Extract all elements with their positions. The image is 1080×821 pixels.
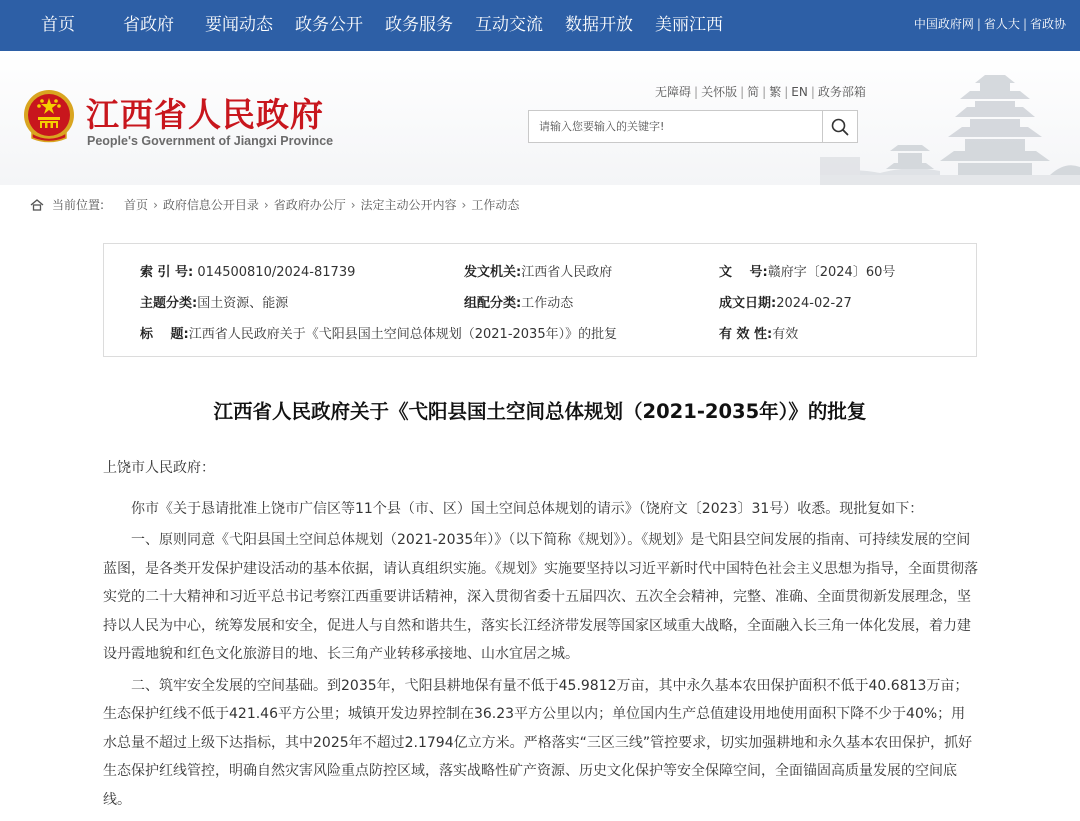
info-date (719, 292, 852, 311)
info-value: 2024-02-27 (776, 296, 852, 311)
nav-item-gov-disclosure[interactable]: 政务公开 (295, 15, 363, 35)
info-topic (140, 292, 288, 311)
info-label: 标 题: (140, 327, 189, 342)
external-links (914, 0, 1066, 51)
nav-item-home[interactable]: 首页 (41, 15, 75, 35)
info-label: 文 号: (719, 265, 768, 280)
divider: | (694, 85, 699, 99)
breadcrumb-label: 当前位置: (52, 198, 105, 212)
search-box (528, 110, 858, 143)
breadcrumb-home[interactable]: 首页 (124, 198, 149, 212)
link-china-gov[interactable]: 中国政府网 (913, 17, 974, 31)
top-nav-bar (0, 0, 1080, 51)
info-validity (719, 323, 798, 342)
divider: | (740, 85, 745, 99)
pavilion-illustration-icon (817, 71, 1080, 185)
link-gov-mailbox[interactable]: 政务部箱 (817, 85, 866, 99)
breadcrumb-work-news[interactable]: 工作动态 (471, 198, 520, 212)
breadcrumb (30, 196, 519, 213)
breadcrumb-statutory-content[interactable]: 法定主动公开内容 (360, 198, 457, 212)
link-provincial-cppcc[interactable]: 省政协 (1029, 17, 1066, 31)
nav-item-open-data[interactable]: 数据开放 (565, 15, 633, 35)
info-document-number (719, 261, 895, 280)
home-icon (30, 198, 44, 212)
info-value: 工作动态 (521, 296, 574, 311)
info-label: 发文机关: (464, 265, 522, 280)
link-accessibility[interactable]: 无障碍 (655, 85, 692, 99)
article-salutation: 上饶市人民政府： (103, 460, 215, 476)
divider: | (976, 17, 981, 31)
info-title (140, 323, 617, 342)
link-care-version[interactable]: 关怀版 (701, 85, 738, 99)
info-issuer (464, 261, 612, 280)
search-input[interactable] (529, 111, 823, 142)
national-emblem-icon (22, 89, 76, 145)
info-value: 014500810/2024-81739 (197, 265, 356, 280)
divider: | (810, 85, 815, 99)
info-category (464, 292, 573, 311)
breadcrumb-general-office[interactable]: 省政府办公厅 (273, 198, 346, 212)
article-paragraph: 你市《关于恳请批准上饶市广信区等11个县（市、区）国土空间总体规划的请示》（饶府文〔2023〕31号）收悉。现批复如下： (131, 500, 924, 517)
divider: | (1022, 17, 1027, 31)
chevron-right-icon: › (350, 197, 356, 212)
info-label: 组配分类: (464, 296, 522, 311)
info-index-number (140, 261, 355, 280)
info-value: 有效 (772, 327, 799, 342)
nav-item-news[interactable]: 要闻动态 (205, 15, 273, 35)
info-value: 江西省人民政府关于《弋阳县国土空间总体规划（2021-2035年）》的批复 (188, 327, 618, 342)
nav-item-gov-services[interactable]: 政务服务 (385, 15, 453, 35)
breadcrumb-disclosure-catalog[interactable]: 政府信息公开目录 (162, 198, 259, 212)
info-label: 有 效 性: (719, 327, 773, 342)
nav-item-interaction[interactable]: 互动交流 (475, 15, 543, 35)
divider: | (784, 85, 789, 99)
link-simplified[interactable]: 简 (747, 85, 760, 99)
site-header (0, 51, 1080, 185)
divider: | (762, 85, 767, 99)
site-title[interactable]: 江西省人民政府 (86, 95, 324, 134)
chevron-right-icon: › (461, 197, 467, 212)
site-subtitle: People's Government of Jiangxi Province (87, 134, 334, 148)
info-label: 索 引 号: (140, 265, 194, 280)
chevron-right-icon: › (263, 197, 269, 212)
article-paragraph: 一、原则同意《弋阳县国土空间总体规划（2021-2035年）》（以下简称《规划》）。《规划》是弋阳县空间发展的指南、可持续发展的空间蓝图，是各类开发保护建设活动的基本依据，请认真组织实施。《规划》实施要坚持以习近平新时代中国特色社会主义思想为指导，全面贯彻落实党的二十大精神和习近平总书记考察江西重要讲话精神，深入贯彻省委十五届四次、五次全会精神，完整、准确、全面贯彻新发展理念，坚持以人民为中心，统筹发展和安全，促进人与自然和谐共生，落实长江经济带发展等国家区域重大战略，全面融入长三角一体化发展，着力建设丹霞地貌和红色文化旅游目的地、长三角产业转移承接地、山水宜居之城。 (103, 532, 978, 662)
info-value: 赣府字〔2024〕60号 (767, 265, 896, 280)
article-title: 江西省人民政府关于《弋阳县国土空间总体规划（2021-2035年）》的批复 (213, 400, 867, 423)
info-label: 成文日期: (719, 296, 777, 311)
document-info-box (103, 243, 977, 357)
nav-item-beautiful-jiangxi[interactable]: 美丽江西 (655, 15, 723, 35)
info-value: 国土资源、能源 (197, 296, 289, 311)
article-body (103, 454, 979, 817)
link-provincial-congress[interactable]: 省人大 (983, 17, 1020, 31)
info-value: 江西省人民政府 (521, 265, 613, 280)
link-english[interactable]: EN (791, 85, 808, 99)
chevron-right-icon: › (153, 197, 158, 212)
link-traditional[interactable]: 繁 (769, 85, 782, 99)
article-paragraph: 二、筑牢安全发展的空间基础。到2035年，弋阳县耕地保有量不低于45.9812万亩，其中永久基本农田保护面积不低于40.6813万亩；生态保护红线不低于421.46平方公里；城镇开发边界控制在36.23平方公里以内；单位国内生产总值建设用地使用面积下降不少于40%；用水总量不超过上级下达指标，其中2025年不超过2.1794亿立方米。严格落实“三区三线”管控要求，切实加强耕地和永久基本农田保护，抓好生态保护红线管控，明确自然灾害风险重点防控区域，落实战略性矿产资源、历史文化保护等安全保障空间，全面锚固高质量发展的空间底线。 (103, 677, 973, 808)
nav-item-province-gov[interactable]: 省政府 (123, 15, 174, 35)
info-label: 主题分类: (140, 296, 198, 311)
